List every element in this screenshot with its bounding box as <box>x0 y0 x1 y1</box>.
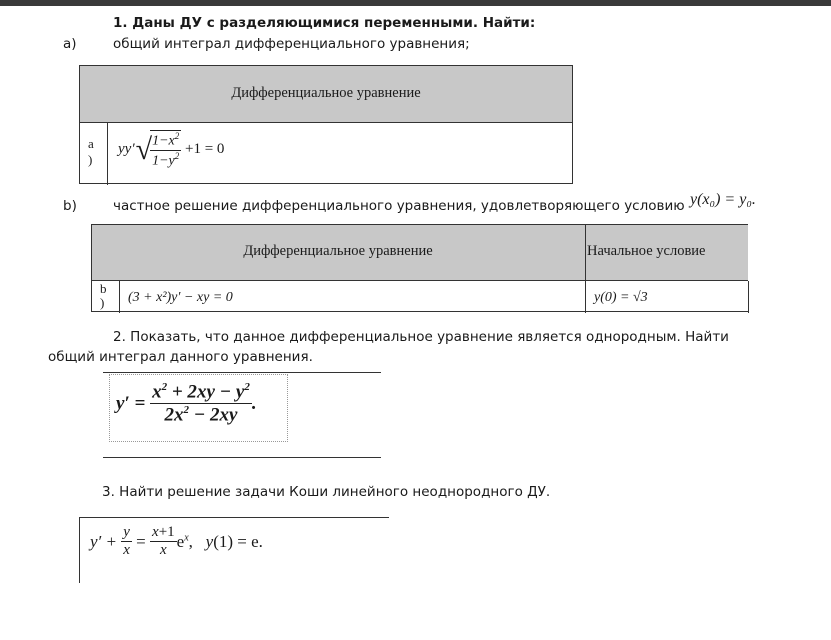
table-a-row-label: а ) <box>88 136 94 167</box>
task1-heading: 1. Даны ДУ с разделяющимися переменными. Найти: <box>113 15 536 31</box>
table-b-row-label: b ) <box>100 282 107 310</box>
task3-text: 3. Найти решение задачи Коши линейного неоднородного ДУ. <box>102 484 551 500</box>
table-b-header <box>92 225 748 281</box>
table-b-equation: (3 + x²)y′ − xy = 0 <box>128 290 233 305</box>
table-a <box>79 65 573 184</box>
table-b-header-condition: Начальное условие <box>587 243 706 259</box>
item-a-marker: a) <box>63 36 77 52</box>
window-top-bar <box>0 0 831 6</box>
item-b-text: частное решение дифференциального уравнения, удовлетворяющего условию <box>113 198 685 214</box>
task2-text: 2. Показать, что данное дифференциальное уравнение является однородным. Найти общий интеграл данного уравнения. <box>48 329 729 365</box>
task3-equation: y′ + $\frac{y}{x}$ = $\frac{x+1}{x}$ $e^x$, y(1) = e. <box>90 524 263 558</box>
table-b-header-equation: Дифференциальное уравнение <box>243 243 433 259</box>
table-b <box>91 224 748 312</box>
table-a-header <box>80 66 572 123</box>
item-b-marker: b) <box>63 198 77 214</box>
table-a-equation: yy′√ $\frac{1-x^2}{1-y^2}$ +1 = 0 <box>118 131 225 169</box>
table-a-header-label: Дифференциальное уравнение <box>231 85 421 101</box>
item-a-text: общий интеграл дифференциального уравнения; <box>113 36 470 52</box>
task2-equation: y′ = $\frac{x^2 + 2xy - y^2}{2x^2 - 2xy}$ . <box>116 381 257 426</box>
item-b-condition: y(x₀) = y₀. <box>690 191 756 208</box>
table-b-condition: y(0) = √3 <box>594 290 648 305</box>
